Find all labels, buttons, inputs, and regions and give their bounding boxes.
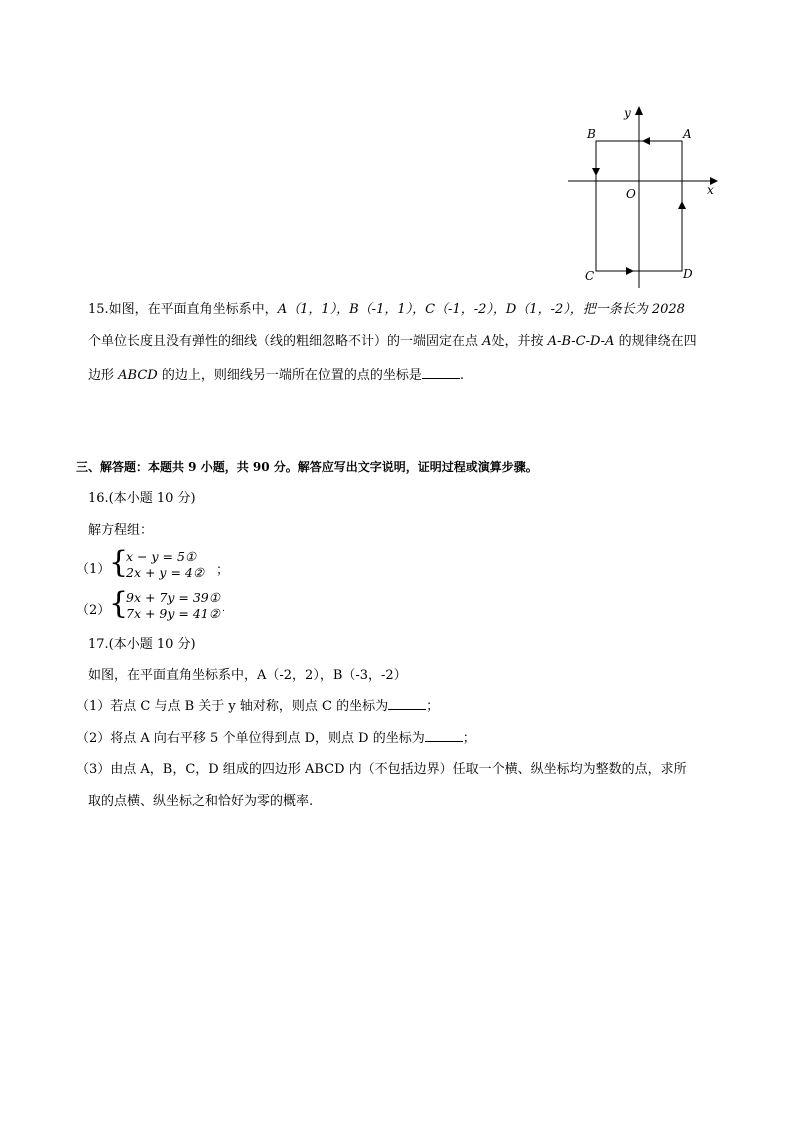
q16-system-2-label: （2）: [76, 603, 111, 618]
q16-system-2-tail: .: [222, 604, 225, 614]
q17-part-2-text: （2）将点 A 向右平移 5 个单位得到点 D，则点 D 的坐标为: [76, 731, 425, 746]
q15-line2-post: 的规律绕在四: [614, 334, 697, 349]
q16-system-1-eq2: 2x + y = 4②: [126, 565, 205, 580]
q15-line2-mid: 处，并按: [491, 334, 548, 349]
coordinate-figure: [560, 100, 730, 290]
label-o: O: [626, 187, 636, 201]
q16-system-2: [76, 586, 276, 626]
arrow-a-to-b: [642, 137, 650, 145]
q17-header: 17.(本小题 10 分): [88, 637, 196, 652]
q17-part-1: [76, 697, 439, 716]
label-b: B: [587, 127, 596, 141]
y-axis-arrow: [635, 106, 643, 115]
q15-path: A-B-C-D-A: [547, 334, 615, 349]
brace-icon: {: [109, 545, 129, 580]
q15-line3-pre: 边形: [88, 368, 119, 383]
q17-intro: 如图，在平面直角坐标系中，A（-2，2），B（-3，-2）: [88, 668, 407, 683]
q16-system-1-label: （1）: [76, 562, 111, 577]
label-y: y: [624, 106, 631, 120]
q16-header: 16.(本小题 10 分): [88, 491, 196, 506]
q15-line3: [88, 366, 464, 385]
label-c: C: [585, 269, 595, 283]
q16-system-1-tail: ；: [216, 563, 230, 578]
q17-part-1-text: （1）若点 C 与点 B 关于 y 轴对称，则点 C 的坐标为: [76, 699, 389, 714]
arrow-c-to-d: [626, 267, 634, 275]
q15-abcd: ABCD: [118, 368, 158, 383]
q17-part-3-line1: （3）由点 A，B，C，D 组成的四边形 ABCD 内（不包括边界）任取一个横、纵坐标均为整数的点，求所: [76, 762, 687, 777]
q15-line3-post: 的边上，则细线另一端所在位置的点的坐标是: [157, 368, 422, 383]
q16-system-1: [76, 545, 276, 585]
q17-part-1-blank[interactable]: [388, 697, 426, 710]
q15-line1-points: A（1，1），B（-1，1），C（-1，-2），D（1，-2），把一条长为 2028: [277, 302, 685, 317]
q15-answer-blank[interactable]: [422, 366, 460, 379]
q16-system-1-eq1: x − y = 5①: [126, 549, 197, 564]
q15-point-a: A: [482, 334, 492, 349]
q17-part-2: [76, 729, 476, 748]
label-d: D: [683, 267, 693, 281]
q17-part-3-line2: 取的点横、纵坐标之和恰好为零的概率.: [88, 794, 314, 809]
arrow-b-to-c: [592, 168, 600, 176]
q16-intro: 解方程组：: [88, 523, 154, 538]
label-a: A: [683, 127, 692, 141]
q17-part-2-blank[interactable]: [425, 729, 463, 742]
arrow-d-to-a: [678, 201, 686, 209]
q15-line3-end: .: [459, 368, 464, 383]
brace-icon: {: [109, 586, 129, 621]
q17-part-2-end: ；: [462, 731, 476, 746]
q17-part-1-end: ；: [426, 699, 440, 714]
q16-system-2-eq1: 9x + 7y = 39①: [126, 590, 220, 605]
q15-line1: [88, 301, 685, 319]
q15-line2-pre: 个单位长度且没有弹性的细线（线的粗细忽略不计）的一端固定在点: [88, 334, 483, 349]
label-x: x: [707, 183, 714, 197]
q16-system-2-eq2: 7x + 9y = 41②: [126, 606, 220, 621]
q15-line1-pre: 15.如图，在平面直角坐标系中，: [88, 302, 278, 317]
section-3-title: 三、解答题：本题共 9 小题，共 90 分。解答应写出文字说明，证明过程或演算步骤。: [76, 460, 538, 474]
q15-line2: [88, 333, 697, 351]
